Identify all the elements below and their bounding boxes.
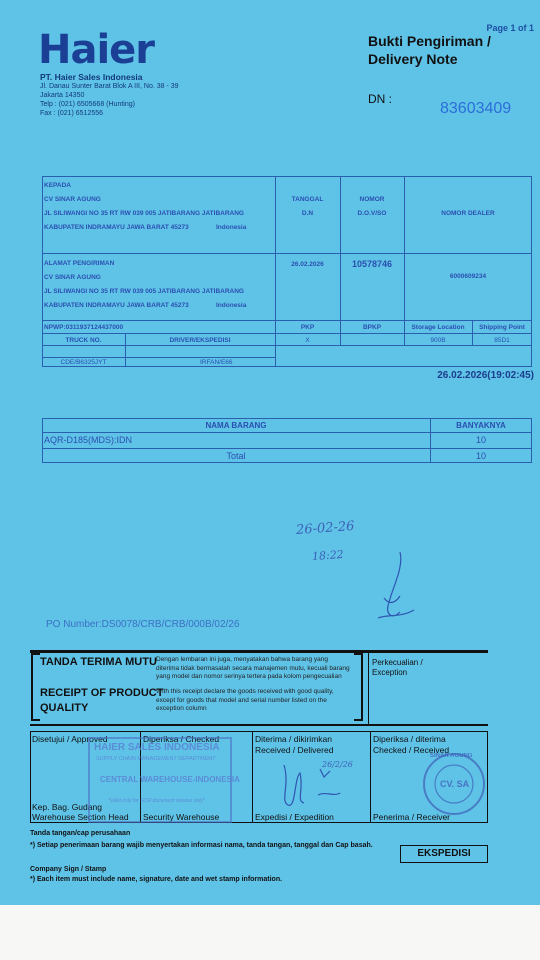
print-timestamp: 26.02.2026(19:02:45) — [437, 370, 534, 381]
company-address-1: Jl. Danau Sunter Barat Blok A III, No. 38 - 39 — [40, 83, 179, 90]
company-name: PT. Haier Sales Indonesia — [40, 72, 143, 82]
shipping-name: CV SINAR AGUNG — [44, 274, 101, 281]
document-title — [368, 32, 491, 68]
receipt-title-en-1: RECEIPT OF PRODUCT — [40, 687, 164, 699]
page-indicator: Page 1 of 1 — [486, 23, 534, 33]
consignee-name: CV SINAR AGUNG — [44, 196, 101, 203]
stamp-haier-valid: *Valid only for SCM document release only* — [108, 798, 205, 804]
tanggal-sublabel: D.N — [301, 210, 314, 217]
dealer-label: NOMOR DEALER — [441, 210, 495, 217]
shipping-address-1: JL SILIWANGI NO 35 RT RW 039 005 JATIBARANG JATIBARANG — [44, 288, 244, 295]
truck-no-label: TRUCK NO. — [65, 337, 102, 344]
dn-label: DN : — [368, 92, 392, 106]
handwritten-time: 18:22 — [311, 547, 345, 564]
po-number: PO Number:DS0078/CRB/CRB/000B/02/26 — [46, 619, 240, 630]
warehouse-label-1: Kep. Bag. Gudang — [32, 802, 102, 812]
total-qty: 10 — [475, 451, 486, 461]
kepada-label: KEPADA — [44, 182, 71, 189]
receipt-title-id: TANDA TERIMA MUTU — [40, 656, 157, 668]
shipping-country: Indonesia — [216, 302, 247, 309]
dn-number: 83603409 — [440, 100, 512, 117]
expedition-handwritten-date: 26/2/26 — [322, 760, 353, 769]
delivered-label-1: Diterima / dikirimkan — [255, 734, 332, 744]
signature-divider — [370, 731, 371, 823]
checked-label: Diperiksa / Checked — [143, 734, 220, 744]
total-label: Total — [226, 451, 246, 461]
company-telp: Telp : (021) 6505668 (Hunting) — [40, 101, 135, 108]
storage-location-value: 900B — [430, 337, 446, 344]
signature-divider — [252, 731, 253, 823]
alamat-label: ALAMAT PENGIRIMAN — [44, 260, 115, 267]
haier-logo: Haier — [38, 27, 155, 73]
items-col-name: NAMA BARANG — [205, 421, 267, 430]
do-number: 10578746 — [351, 259, 393, 269]
driver-label: DRIVER/EKSPEDISI — [169, 337, 231, 344]
receipt-title-en-2: QUALITY — [40, 702, 89, 714]
consignee-country: Indonesia — [216, 224, 247, 231]
handwritten-date: 26-02-26 — [295, 518, 355, 539]
footer-note-en: *) Each item must include name, signature, date and wet stamp information. — [30, 876, 283, 883]
ekspedisi-badge: EKSPEDISI — [400, 845, 488, 863]
table-divider — [42, 320, 532, 321]
shipping-point-label: Shipping Point — [479, 324, 525, 331]
table-divider — [42, 345, 532, 346]
exception-divider — [368, 652, 369, 724]
stamp-haier-sub: SUPPLY CHAIN MANAGEMENT DEPARTMENT — [96, 756, 216, 762]
stamp-haier-main: HAIER SALES INDONESIA — [94, 742, 220, 753]
nomor-label: NOMOR — [359, 196, 385, 203]
pkp-label: PKP — [300, 324, 315, 331]
storage-location-label: Storage Location — [411, 324, 465, 331]
dealer-number: 6000609234 — [449, 273, 487, 280]
nomor-sublabel: D.O.V/SO — [357, 210, 387, 217]
consignee-address-2: KABUPATEN INDRAMAYU JAWA BARAT 45273 — [44, 224, 189, 231]
approved-label: Disetujui / Approved — [32, 734, 108, 744]
warehouse-label-2: Warehouse Section Head — [32, 812, 129, 822]
items-col-qty: BANYAKNYA — [456, 421, 506, 430]
item-name: AQR-D185(MDS):IDN — [44, 435, 133, 445]
items-divider — [42, 448, 532, 449]
title-line-1: Bukti Pengiriman / — [368, 33, 491, 49]
items-divider — [42, 432, 532, 433]
shipping-address-2: KABUPATEN INDRAMAYU JAWA BARAT 45273 — [44, 302, 189, 309]
bpkp-label: BPKP — [362, 324, 382, 331]
receiver-label: Penerima / Receiver — [373, 812, 451, 822]
footer-sign-id: Tanda tangan/cap perusahaan — [30, 830, 131, 837]
receipt-bottom-rule — [30, 724, 488, 726]
signature-scribble — [370, 548, 420, 628]
table-divider — [42, 253, 532, 254]
table-divider — [42, 357, 275, 358]
expedition-label: Expedisi / Expedition — [255, 812, 334, 822]
tanggal-label: TANGGAL — [291, 196, 324, 203]
company-address-2: Jakarta 14350 — [40, 92, 85, 99]
npwp: NPWP:0311937124437000 — [44, 324, 124, 331]
received-label-2: Checked / Received — [373, 745, 450, 755]
stamp-cv-name: CV. SA — [440, 779, 470, 789]
item-qty: 10 — [475, 435, 486, 445]
truck-no-value: CDE/B6325JYT — [60, 359, 107, 366]
pkp-value: X — [305, 337, 310, 344]
driver-value: IRFAN/E66 — [200, 359, 233, 366]
security-label: Security Warehouse — [143, 812, 220, 822]
exception-label-2: Exception — [372, 668, 408, 677]
stamp-cv-ring: SINAR AGUNG — [430, 753, 473, 759]
receipt-top-rule — [30, 650, 488, 653]
footer-note-id: *) Setiap penerimaan barang wajib menyertakan informasi nama, tanda tangan, tanggal dan Cap basah. — [30, 842, 373, 849]
table-divider — [404, 176, 405, 345]
consignee-address-1: JL SILIWANGI NO 35 RT RW 039 005 JATIBARANG JATIBARANG — [44, 210, 244, 217]
stamp-haier-cw: CENTRAL WAREHOUSE-INDONESIA — [100, 775, 240, 784]
company-fax: Fax : (021) 6512556 — [40, 110, 104, 117]
receipt-text-id: Dengan lembaran ini juga, menyatakan bahwa barang yang diterima tidak bermasalah secara manajemen mutu, kecuali barang yang model dan nomor serinya tertera pada kolom pengecualian — [156, 656, 350, 680]
footer-sign-en: Company Sign / Stamp — [30, 866, 107, 873]
title-line-2: Delivery Note — [368, 51, 458, 67]
dn-date: 26.02.2026 — [291, 261, 324, 268]
delivered-label-2: Received / Delivered — [255, 745, 334, 755]
table-divider — [42, 333, 532, 334]
receipt-text-en: With this receipt declare the goods received with good quality, except for goods that model and serial number listed on the exception column — [156, 688, 334, 712]
received-label-1: Diperiksa / diterima — [373, 734, 446, 744]
shipping-point-value: 85D1 — [494, 337, 510, 344]
right-bracket — [352, 652, 364, 722]
exception-label-1: Perkecualian / — [372, 658, 423, 667]
